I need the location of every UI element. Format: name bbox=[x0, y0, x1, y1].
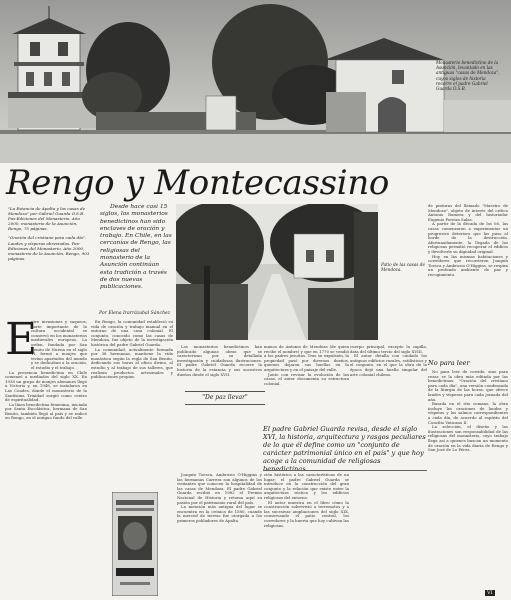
paragraph: La selección, el diseño y las ilustraciones son responsabilidad de las religiosas del monasterio, cuyo trabajo llega así a quienes buscan un momento de oración en la vida diaria de Rengo y San José de Lo Pérez. bbox=[428, 424, 508, 453]
paragraph: En Rengo, la comunidad estableció su vida de oración y trabajo manual en el entorno de una casa colonial. El conjunto, conocido como las casas de Mendoza, fue objeto de la investigación histórica del padre Gabriel Guarda. bbox=[91, 319, 173, 347]
paragraph: La comunidad, actualmente formada por 38 hermanas, mantiene la vida monástica según la regla de San Benito, dedicando sus horas al oficio divino, al estudio y al trabajo de sus talleres, que realizan productos artesanales y publicaciones propias. bbox=[91, 346, 173, 380]
book-cover bbox=[112, 492, 158, 596]
column-6-lower bbox=[428, 370, 508, 453]
paragraph: ción histórica a las características de un lugar; el padre Gabriel Guarda se introduce en la construcción del gran conjunto y la relación que existe entre la arquitectura rústica y los edificios religiosos del entorno. bbox=[264, 472, 349, 500]
headline: Rengo y Montecassino bbox=[6, 163, 390, 203]
paragraph: No para leer de corrido, sino para rezar, se la obra más editada por las benedictinas: "Oración del cristiano para cada día", una versión condensada de la liturgia de las horas, que ofrece laudes y vísperas para cada jornada del año. bbox=[428, 369, 508, 402]
pull-quote: El padre Gabriel Guarda revisa, desde el siglo XVI, la historia, arquitectura y rasgos peculiares de lo que él define como un "conjunto de carácter patrimonial único en el país" y que hoy acoge a la comunidad de religiosas benedictinas. bbox=[263, 425, 426, 474]
paragraph: A partir de la década de los 60, las casas comenzaron a experimentar un progresivo deterioro que las puso al borde de la destrucción. Afortunadamente, la llegada de las religiosas permitió recuperar el edificio y devolverle su dignidad original. bbox=[428, 221, 508, 254]
paragraph: Los monasterios benedictinos han publicado algunas obras que se caracterizan por su detallada investigación y cuidadosas ilustraciones. El padre Gabriel Guarda recorre la historia de la estancia y sus sucesivos dueños desde el siglo XVII. bbox=[177, 344, 262, 377]
drop-cap: E bbox=[5, 314, 38, 365]
paragraph: El autor muestra en el libro cómo la construcción sobrevivió a terremotos y a las sucesivas ampliaciones del siglo XIX, conservando el patio central, los corredores y la huerta que hoy cultivan las religiosas. bbox=[264, 499, 349, 528]
subhead-quote: "De paz llevar" bbox=[185, 391, 265, 405]
paragraph: de pinturas del llamado "Maestro de Mendoza", objeto de interés del crítico Antonio Romera y del historiador Eugenio Pereira Salas. bbox=[428, 203, 508, 222]
garden-photo bbox=[176, 204, 378, 340]
paragraph: cuerpo principal, excepto la capilla, data del último tercio del siglo XVIII. bbox=[350, 344, 427, 354]
article-deck: Desde hace casi 15 siglos, los monasterios benedictinos han sido enclaves de oración y trabajo. En Chile, en las cercanías de Rengo, las religiosas del monasterio de la Asunción continúan esta tradición a través de dos nuevas publicaciones. bbox=[100, 204, 172, 291]
paragraph: ntre invasiones y saqueos, parte importante de la cultura occidental se conservó en los monasterios medievales europeos. La orden, fundada por San Benito de Nursia en el siglo VI, formó a monjes que vivían apartados del mundo y se dedicaban a la oración, el estudio y el trabajo. bbox=[31, 319, 87, 370]
paragraph: El autor detalla con cuidado los antiguos edificios rurales, estilísticos y el conjunto, en el que la obra de la época dejó una huella singular del arte colonial chileno. bbox=[350, 353, 427, 377]
paragraph: manos de Antonio de Mendoza (de quien recibe el nombre) y que en 1770 se vendió a los padres jesuitas. Tras su expulsión, la propiedad pasó por diversos dueños, quienes dejaron sus huellas en la arquitectura y en el paisaje del valle. bbox=[264, 344, 349, 372]
column-3 bbox=[177, 345, 262, 377]
byline: Por Elena Irarrázabal Sánchez bbox=[99, 311, 171, 316]
paragraph: Joaquín Toesca, Ambrosio O'Higgins y las hermanas Carrera son algunos de los visitantes que conocen la hospitalidad de las casas de Mendoza. El padre Gabriel Guarda recibió en 1982 el Premio Nacional de Historia y retoma aquí su pasión por el patrimonio rural del país. bbox=[177, 472, 262, 505]
monastery-photo bbox=[0, 0, 511, 163]
column-4 bbox=[264, 345, 349, 386]
column-5 bbox=[350, 345, 427, 377]
section-subhead: No para leer bbox=[428, 359, 470, 367]
paragraph: La mención más antigua del lugar se encuentra en la crónica de 1580, cuando la merced de tierras fue otorgada a los primeros pobladores de Apalta. bbox=[177, 504, 262, 523]
paragraph: La línea benedictina femenina, iniciada por Santa Escolástica, hermana de San Benito, también llegó al país y se radicó en Rengo, en el antiguo fundo del valle. bbox=[5, 401, 87, 421]
column-4-lower bbox=[264, 473, 349, 528]
credit-apalta: "La Estancia de Apalta y las casas de Mendoza" por Gabriel Guarda O.S.B. Pax-Ediciones del Monasterio. Año 2000, monasterio de la Asunción, Rengo, 75 páginas. bbox=[8, 206, 86, 232]
paragraph: Hoy, en las mismas habitaciones y corredores que recorrieron Joaquín Toesca y Ambrosio O'Higgins, se respira un profundo ambiente de paz y recogimiento. bbox=[428, 253, 508, 277]
column-2 bbox=[91, 320, 173, 380]
column-6 bbox=[428, 204, 508, 278]
column-3-lower bbox=[177, 473, 262, 524]
paragraph: La presencia benedictina en Chile comenzó a mediados del siglo XX. En 1938 un grupo de monjes alemanes llegó a Victoria y, en 1948, se instalaron en Las Condes, donde el monasterio de la Santísima Trinidad surgió como centro de espiritualidad. bbox=[5, 369, 87, 403]
photo-caption: Monasterio benedictino de la Asunción, levantado en las antiguas "casas de Mendoza", cuyos siglos de historia recorre el padre Gabriel Guarda O.S.B. bbox=[436, 60, 500, 92]
pull-quote-rule bbox=[263, 470, 427, 471]
garden-caption: Patio de las casas de Mendoza. bbox=[381, 262, 425, 273]
page-marker: VI bbox=[487, 590, 493, 596]
credit-oracion: "Oración del cristiano para cada día". Laudes y vísperas abreviadas. Pax-Ediciones del Monasterio. Año 2000, monasterio de la Asunción, Rengo, 903 páginas. bbox=[8, 235, 90, 261]
paragraph: Basada en el rito romano, la obra incluye las oraciones de laudes y vísperas y los salmos correspondientes a cada día, de acuerdo al espíritu del Concilio Vaticano II. bbox=[428, 401, 508, 425]
book-credits bbox=[8, 206, 90, 265]
column-1 bbox=[5, 314, 87, 421]
paragraph: Junto con revisar la evolución de las casas, el autor documenta su estructura colonial. bbox=[264, 371, 349, 386]
